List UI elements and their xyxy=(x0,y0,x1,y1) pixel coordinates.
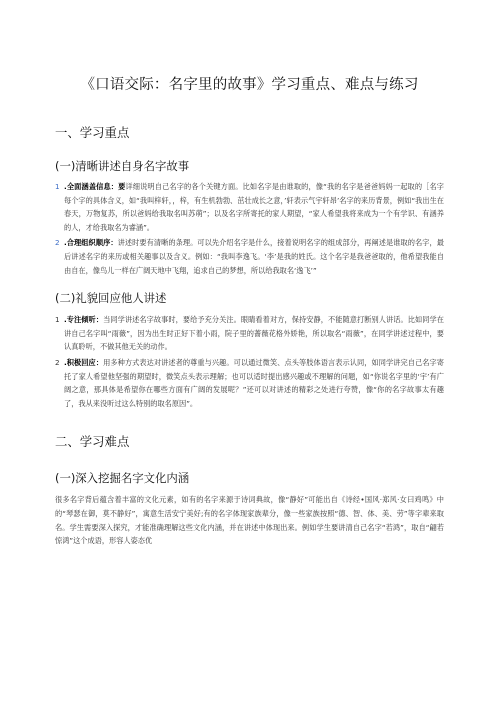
paragraph-name-culture: 很多名字背后蕴含着丰富的文化元素，如有的名字来源于诗词典故，像“静好”可能出自《诗经•国风·郑风·女曰鸡鸣》中的“琴瑟在御，莫不静好”，寓意生活安宁美好;有的名字体现家族辈分，像一些家族按照“德、智、体、美、劳”等字辈来取名。学生需要深入探究，才能准确理解这些文化内涵，并在讲述中体现出来。例如学生要讲清自己名字“若鸿”，取自“翩若惊鸿”这个成语，形容人姿态优 xyxy=(55,495,444,546)
item-number: 1 xyxy=(55,182,60,191)
list-item xyxy=(55,313,444,354)
item-number: 2 xyxy=(55,238,60,248)
list-item xyxy=(55,236,444,277)
item-text: 当同学讲述名字故事时，要给予充分关注。眼睛看着对方，保持安静，不能随意打断别人讲话。比如同学在讲自己名字叫“雨薇”，因为出生时正好下着小雨，院子里的蔷薇花格外娇艳，所以取名“雨薇”，在同学讲述过程中，要认真聆听，不做其他无关的动作。 xyxy=(64,315,444,352)
list-item xyxy=(55,180,444,234)
section-heading-difficulties: 二、学习难点 xyxy=(55,434,130,450)
section-heading-key-points: 一、学习重点 xyxy=(55,125,130,140)
item-number: 1 xyxy=(55,315,60,325)
subsection-heading-name-culture: (一)深入挖掘名字文化内涵 xyxy=(55,471,190,486)
item-number: 2 xyxy=(55,357,60,367)
item-text: 用多种方式表达对讲述者的尊重与兴趣。可以通过微笑、点头等肢体语言表示认同，如同学讲完自己名字寄托了家人希望他坚强的期望时，微笑点头表示理解；也可以适时提出感兴趣或不理解的问题，如“你说名字里的‘宇’有广阔之意，那具体是希望你在哪些方面有广阔的发展呢？”还可以对讲述的精彩之处进行夸赞，像“你的名字故事太有趣了，我从来没听过这么特别的取名原因”。 xyxy=(64,357,444,408)
item-label: .合理组织顺序： xyxy=(64,238,118,248)
item-label: .积极回应： xyxy=(64,357,104,367)
item-label: .全面涵盖信息：要 xyxy=(64,182,126,191)
item-text: 详细说明自己名字的各个关键方面。比如名字是由谁取的，像“我的名字是爸爸妈妈一起取的［名字每个字的具体含义，如“我叫梓轩，，梓，有生机勃勃、茁壮成长之意，’轩表示气宇轩昂’名字的来历背景，例如“我出生在春天，万物复苏，所以爸妈给我取名叫苏萌”；以及名字所寄托的家人期望，“家人希望我将来成为一个有学识、有涵养的人，才给我取名为睿涵”。 xyxy=(64,182,444,232)
list-item xyxy=(55,356,444,410)
subsection-heading-respond-politely: (二)礼貌回应他人讲述 xyxy=(55,291,167,306)
item-text: 讲述时要有清晰的条理。可以先介绍名字是什么，接着说明名字的组成部分，再阐述是谁取的名字，最后讲述名字的来历或相关趣事以及含义。例如：“我叫李逸飞。‘李’是我的姓氏。这个名字是我爸爸取的，他希望我能自由自在，像鸟儿一样在广阔天地中飞翔，追求自己的梦想，所以给我取名‘逸飞’” xyxy=(64,238,444,275)
document-title: 《口语交际：名字里的故事》学习重点、难点与练习 xyxy=(80,77,419,93)
subsection-heading-tell-own-story: (一)清晰讲述自身名字故事 xyxy=(55,159,190,173)
item-label: .专注倾听： xyxy=(64,315,104,325)
